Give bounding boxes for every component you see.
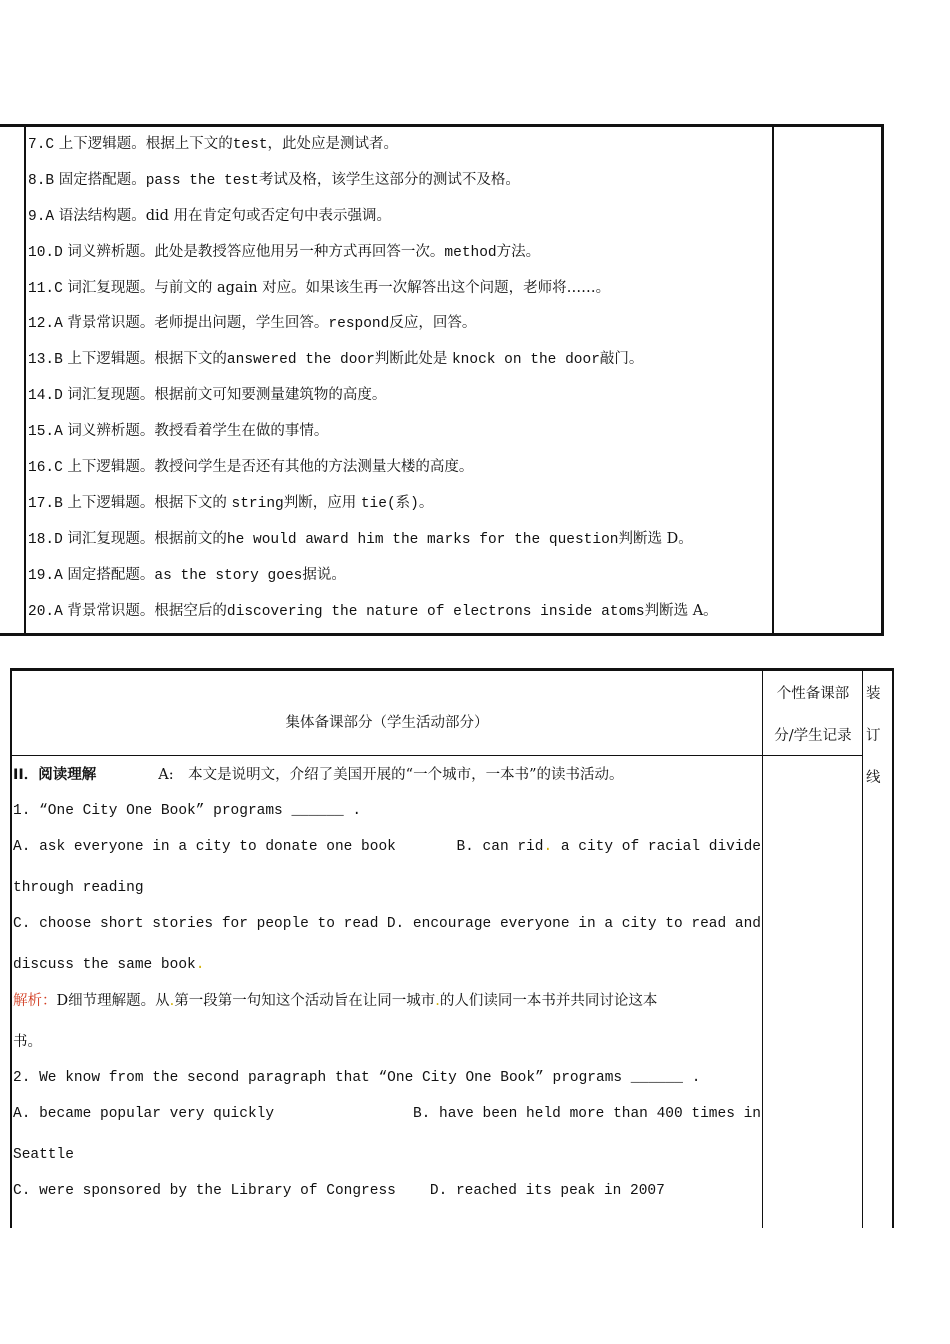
q2-option-b: B. have been held more than 400 times in <box>412 1106 761 1122</box>
answer-text: 词义辨析题。此处是教授答应他用另一种方式再回答一次。 <box>67 243 445 260</box>
answer-text: 考试及格，该学生这部分的测试不及格。 <box>258 171 520 188</box>
answer-text: method <box>444 244 497 261</box>
answer-text: ，此处应是测试者。 <box>267 136 399 152</box>
table-left-border <box>24 127 26 633</box>
answer-text: as the story goes <box>154 567 303 584</box>
header-personal-notes <box>764 673 862 757</box>
answer-text: tie(系) <box>360 495 419 512</box>
answer-text: 背景常识题。老师提出问题，学生回答。 <box>67 315 329 332</box>
q2-options-ab <box>13 1096 761 1137</box>
answer-line <box>28 271 768 307</box>
q2-options-cd <box>13 1173 761 1209</box>
answer-text: 上下逻辑题。教授问学生是否还有其他的方法测量大楼的高度。 <box>67 459 474 476</box>
answer-text: 方法。 <box>496 243 541 260</box>
answer-text: 上下逻辑题。根据下文的 <box>67 494 232 511</box>
answer-key-table <box>0 124 884 636</box>
q1-option-d: D. encourage everyone in a city to read and <box>386 916 761 932</box>
q1-analysis-part2: 第一段第一句知这个活动旨在让同一城市 <box>174 993 436 1009</box>
answer-line <box>28 342 768 378</box>
answer-text: 背景常识题。根据空后的 <box>67 602 227 619</box>
q1-option-b-part2: a city of racial divide <box>552 839 761 855</box>
answer-line <box>28 163 768 199</box>
answer-text: pass the test <box>145 172 259 189</box>
header-personal-notes-line2: 分/学生记录 <box>774 728 852 744</box>
q1-option-a: A. ask everyone in a city to donate one book <box>13 839 396 855</box>
answer-number: 18.D <box>28 531 63 548</box>
section-heading-row <box>13 757 761 793</box>
binding-line-label <box>864 673 894 799</box>
answer-number: 15.A <box>28 424 63 441</box>
answer-text: knock on the door <box>451 352 600 369</box>
answer-text: 词汇复现题。根据前文可知要测量建筑物的高度。 <box>67 387 387 404</box>
answer-text: 固定搭配题。 <box>58 171 146 188</box>
answer-line <box>28 378 768 414</box>
q1-option-b-continued: through reading <box>13 880 144 896</box>
answer-line <box>28 594 768 630</box>
answer-number: 13.B <box>28 352 63 369</box>
binding-char-3: 线 <box>866 770 881 786</box>
answer-text: 据说。 <box>302 566 346 583</box>
answer-text: 判断，应用 <box>283 494 361 511</box>
q1-analysis: 解析：D细节理解题。从.第一段第一句知这个活动旨在让同一城市.的人们读同一本书并共同讨论这本 <box>13 993 658 1009</box>
analysis-label: 解析： <box>13 993 57 1009</box>
answer-text: 上下逻辑题。根据下文的 <box>67 351 227 368</box>
answer-line <box>28 414 768 450</box>
answer-key-list <box>28 127 768 629</box>
binding-column-border <box>862 671 863 1228</box>
answer-number: 14.D <box>28 388 63 405</box>
q1-analysis-part1: D细节理解题。从 <box>56 993 170 1009</box>
q1-option-b-part1: B. can rid <box>456 839 544 855</box>
q1-options-ab <box>13 829 761 870</box>
q2-option-c: C. were sponsored by the Library of Congress <box>13 1183 396 1199</box>
answer-text: respond <box>328 316 390 333</box>
answer-text: 词汇复现题。与前文的 again 对应。如果该生再一次解答出这个问题，老师将……。 <box>67 279 611 296</box>
answer-text: discovering the nature of electrons inside atoms <box>226 603 645 620</box>
answer-line <box>28 486 768 522</box>
answer-number: 19.A <box>28 567 63 584</box>
section-intro: A: 本文是说明文，介绍了美国开展的“一个城市，一本书”的读书活动。 <box>158 767 624 783</box>
answer-line <box>28 235 768 271</box>
answer-text: 词汇复现题。根据前文的 <box>67 530 227 547</box>
q2-option-b-continued: Seattle <box>13 1147 74 1163</box>
answer-line <box>28 306 768 342</box>
answer-text: 固定搭配题。 <box>67 566 155 583</box>
header-personal-notes-line1: 个性备课部 <box>776 686 850 702</box>
answer-number: 10.D <box>28 244 63 261</box>
section-title: II．阅读理解 <box>13 767 97 783</box>
q1-option-b: B. can rid. a city of racial divide <box>456 839 761 855</box>
answer-text: test <box>232 137 268 153</box>
answer-text: 判断此处是 <box>374 351 452 368</box>
table-right-column-border <box>772 127 774 633</box>
answer-line <box>28 558 768 594</box>
lesson-plan-table <box>10 668 894 1228</box>
reading-section <box>13 757 761 1209</box>
answer-number: 11.C <box>28 280 63 297</box>
header-collective-preparation: 集体备课部分（学生活动部分） <box>285 715 489 731</box>
q1-option-d-cont-text: discuss the same book <box>13 957 196 973</box>
answer-number: 12.A <box>28 316 63 333</box>
answer-line <box>28 522 768 558</box>
answer-text: 词义辨析题。教授看着学生在做的事情。 <box>67 423 329 440</box>
answer-text: 判断选 A。 <box>644 602 718 619</box>
q1-analysis-continued: 书。 <box>13 1034 42 1050</box>
q1-options-cd <box>13 906 761 947</box>
q1-analysis-part3: 的人们读同一本书并共同讨论这本 <box>439 993 658 1009</box>
answer-number: 9.A <box>28 208 55 225</box>
answer-text: answered the door <box>226 352 375 369</box>
answer-text: he would award him the marks for the question <box>226 531 619 548</box>
q2-stem: 2. We know from the second paragraph that “One City One Book” programs ______ . <box>13 1070 701 1086</box>
q1-stem: 1. “One City One Book” programs ______ . <box>13 803 362 819</box>
q2-option-a: A. became popular very quickly <box>13 1106 275 1122</box>
header-row-border <box>12 755 862 756</box>
answer-line <box>28 450 768 486</box>
answer-number: 8.B <box>28 172 55 189</box>
binding-char-1: 装 <box>866 686 881 702</box>
q2-option-d: D. reached its peak in 2007 <box>429 1183 665 1199</box>
answer-text: 反应，回答。 <box>389 315 477 332</box>
q1-option-d-continued: discuss the same book. <box>13 957 205 973</box>
answer-text: 判断选 D。 <box>618 530 693 547</box>
q1-option-c: C. choose short stories for people to read <box>13 916 379 932</box>
answer-number: 20.A <box>28 603 63 620</box>
answer-text: 上下逻辑题。根据上下文的 <box>58 136 233 152</box>
answer-number: 17.B <box>28 495 63 512</box>
answer-line <box>28 199 768 235</box>
answer-text: 。 <box>418 494 434 511</box>
answer-number: 16.C <box>28 460 63 477</box>
binding-char-2: 订 <box>866 728 881 744</box>
answer-number: 7.C <box>28 137 55 153</box>
answer-text: 敲门。 <box>599 351 644 368</box>
answer-text: 语法结构题。did 用在肯定句或否定句中表示强调。 <box>58 207 392 224</box>
answer-line <box>28 127 768 163</box>
answer-text: string <box>231 495 284 512</box>
